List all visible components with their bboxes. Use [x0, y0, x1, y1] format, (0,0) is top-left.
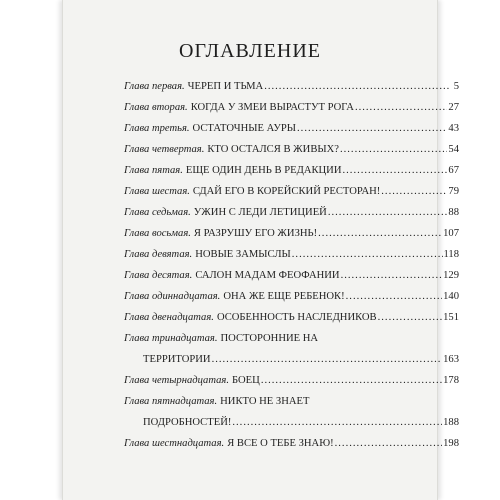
chapter-title: Я РАЗРУШУ ЕГО ЖИЗНЬ! [193, 228, 318, 239]
chapter-title-continuation: ПОДРОБНОСТЕЙ! [143, 417, 232, 428]
page-number: 67 [448, 165, 459, 176]
toc-entry-2 [124, 97, 459, 118]
toc-entry-15 [124, 391, 459, 412]
chapter-label: Глава девятая. [124, 249, 193, 260]
dot-leader [292, 244, 443, 265]
chapter-label: Глава пятнадцатая. [124, 396, 218, 407]
page-number: 140 [443, 291, 459, 302]
dot-leader [212, 349, 443, 370]
dot-leader [328, 202, 448, 223]
chapter-title: КОГДА У ЗМЕИ ВЫРАСТУТ РОГА [190, 102, 354, 113]
toc-entry-9 [124, 244, 459, 265]
chapter-label: Глава шестнадцатая. [124, 438, 225, 449]
page-number: 43 [448, 123, 459, 134]
dot-leader [340, 139, 447, 160]
page-number: 178 [443, 375, 459, 386]
toc-entry-16 [124, 433, 459, 454]
toc-entry-10 [124, 265, 459, 286]
dot-leader [297, 118, 447, 139]
chapter-label: Глава шестая. [124, 186, 190, 197]
chapter-title: ОНА ЖЕ ЕЩЕ РЕБЕНОК! [223, 291, 345, 302]
chapter-title: КТО ОСТАЛСЯ В ЖИВЫХ? [207, 144, 339, 155]
page-number: 88 [448, 207, 459, 218]
chapter-title-continuation: ТЕРРИТОРИИ [143, 354, 211, 365]
toc-entry-5 [124, 160, 459, 181]
book-page [62, 0, 459, 500]
page-number: 107 [443, 228, 459, 239]
toc-entry-6 [124, 181, 459, 202]
page-number: 5 [453, 81, 459, 92]
chapter-title: Я ВСЕ О ТЕБЕ ЗНАЮ! [227, 438, 334, 449]
toc-entry-11 [124, 286, 459, 307]
dot-leader [355, 97, 447, 118]
dot-leader [261, 370, 442, 391]
page-number: 129 [443, 270, 459, 281]
table-of-contents [124, 76, 459, 454]
toc-entry-7 [124, 202, 459, 223]
page-number: 151 [443, 312, 459, 323]
dot-leader [378, 307, 442, 328]
chapter-title: ЕЩЕ ОДИН ДЕНЬ В РЕДАКЦИИ [185, 165, 342, 176]
toc-entry-15-continuation [124, 412, 459, 433]
chapter-title: СДАЙ ЕГО В КОРЕЙСКИЙ РЕСТОРАН! [192, 186, 381, 197]
chapter-label: Глава десятая. [124, 270, 193, 281]
dot-leader [318, 223, 442, 244]
chapter-label: Глава тринадцатая. [124, 333, 218, 344]
chapter-title: ПОСТОРОННИЕ НА [220, 333, 319, 344]
chapter-label: Глава одиннадцатая. [124, 291, 221, 302]
page-number: 27 [448, 102, 459, 113]
dot-leader [341, 265, 443, 286]
page-number: 54 [448, 144, 459, 155]
dot-leader [381, 181, 447, 202]
page-number: 79 [448, 186, 459, 197]
toc-entry-13-continuation [124, 349, 459, 370]
chapter-label: Глава четырнадцатая. [124, 375, 230, 386]
chapter-title: ОСТАТОЧНЫЕ АУРЫ [192, 123, 297, 134]
chapter-label: Глава восьмая. [124, 228, 191, 239]
dot-leader [346, 286, 442, 307]
page-number: 163 [443, 354, 459, 365]
toc-entry-8 [124, 223, 459, 244]
page-title: ОГЛАВЛЕНИЕ [179, 40, 321, 62]
dot-leader [232, 412, 442, 433]
toc-entry-4 [124, 139, 459, 160]
toc-entry-1 [124, 76, 459, 97]
toc-entry-3 [124, 118, 459, 139]
chapter-label: Глава четвертая. [124, 144, 205, 155]
dot-leader [264, 76, 450, 97]
chapter-label: Глава первая. [124, 81, 185, 92]
page-number: 188 [443, 417, 459, 428]
dot-leader [343, 160, 448, 181]
page-number: 118 [443, 249, 459, 260]
toc-entry-12 [124, 307, 459, 328]
chapter-title: НИКТО НЕ ЗНАЕТ [220, 396, 310, 407]
chapter-title: САЛОН МАДАМ ФЕОФАНИИ [195, 270, 340, 281]
chapter-title: УЖИН С ЛЕДИ ЛЕТИЦИЕЙ [193, 207, 327, 218]
chapter-label: Глава третья. [124, 123, 190, 134]
chapter-title: ОСОБЕННОСТЬ НАСЛЕДНИКОВ [216, 312, 377, 323]
chapter-label: Глава вторая. [124, 102, 188, 113]
chapter-title: НОВЫЕ ЗАМЫСЛЫ [195, 249, 291, 260]
chapter-title: ЧЕРЕП И ТЬМА [187, 81, 264, 92]
page-number: 198 [443, 438, 459, 449]
chapter-label: Глава двенадцатая. [124, 312, 214, 323]
chapter-label: Глава седьмая. [124, 207, 191, 218]
chapter-label: Глава пятая. [124, 165, 183, 176]
chapter-title: БОЕЦ [232, 375, 260, 386]
toc-entry-13 [124, 328, 459, 349]
dot-leader [335, 433, 442, 454]
toc-entry-14 [124, 370, 459, 391]
